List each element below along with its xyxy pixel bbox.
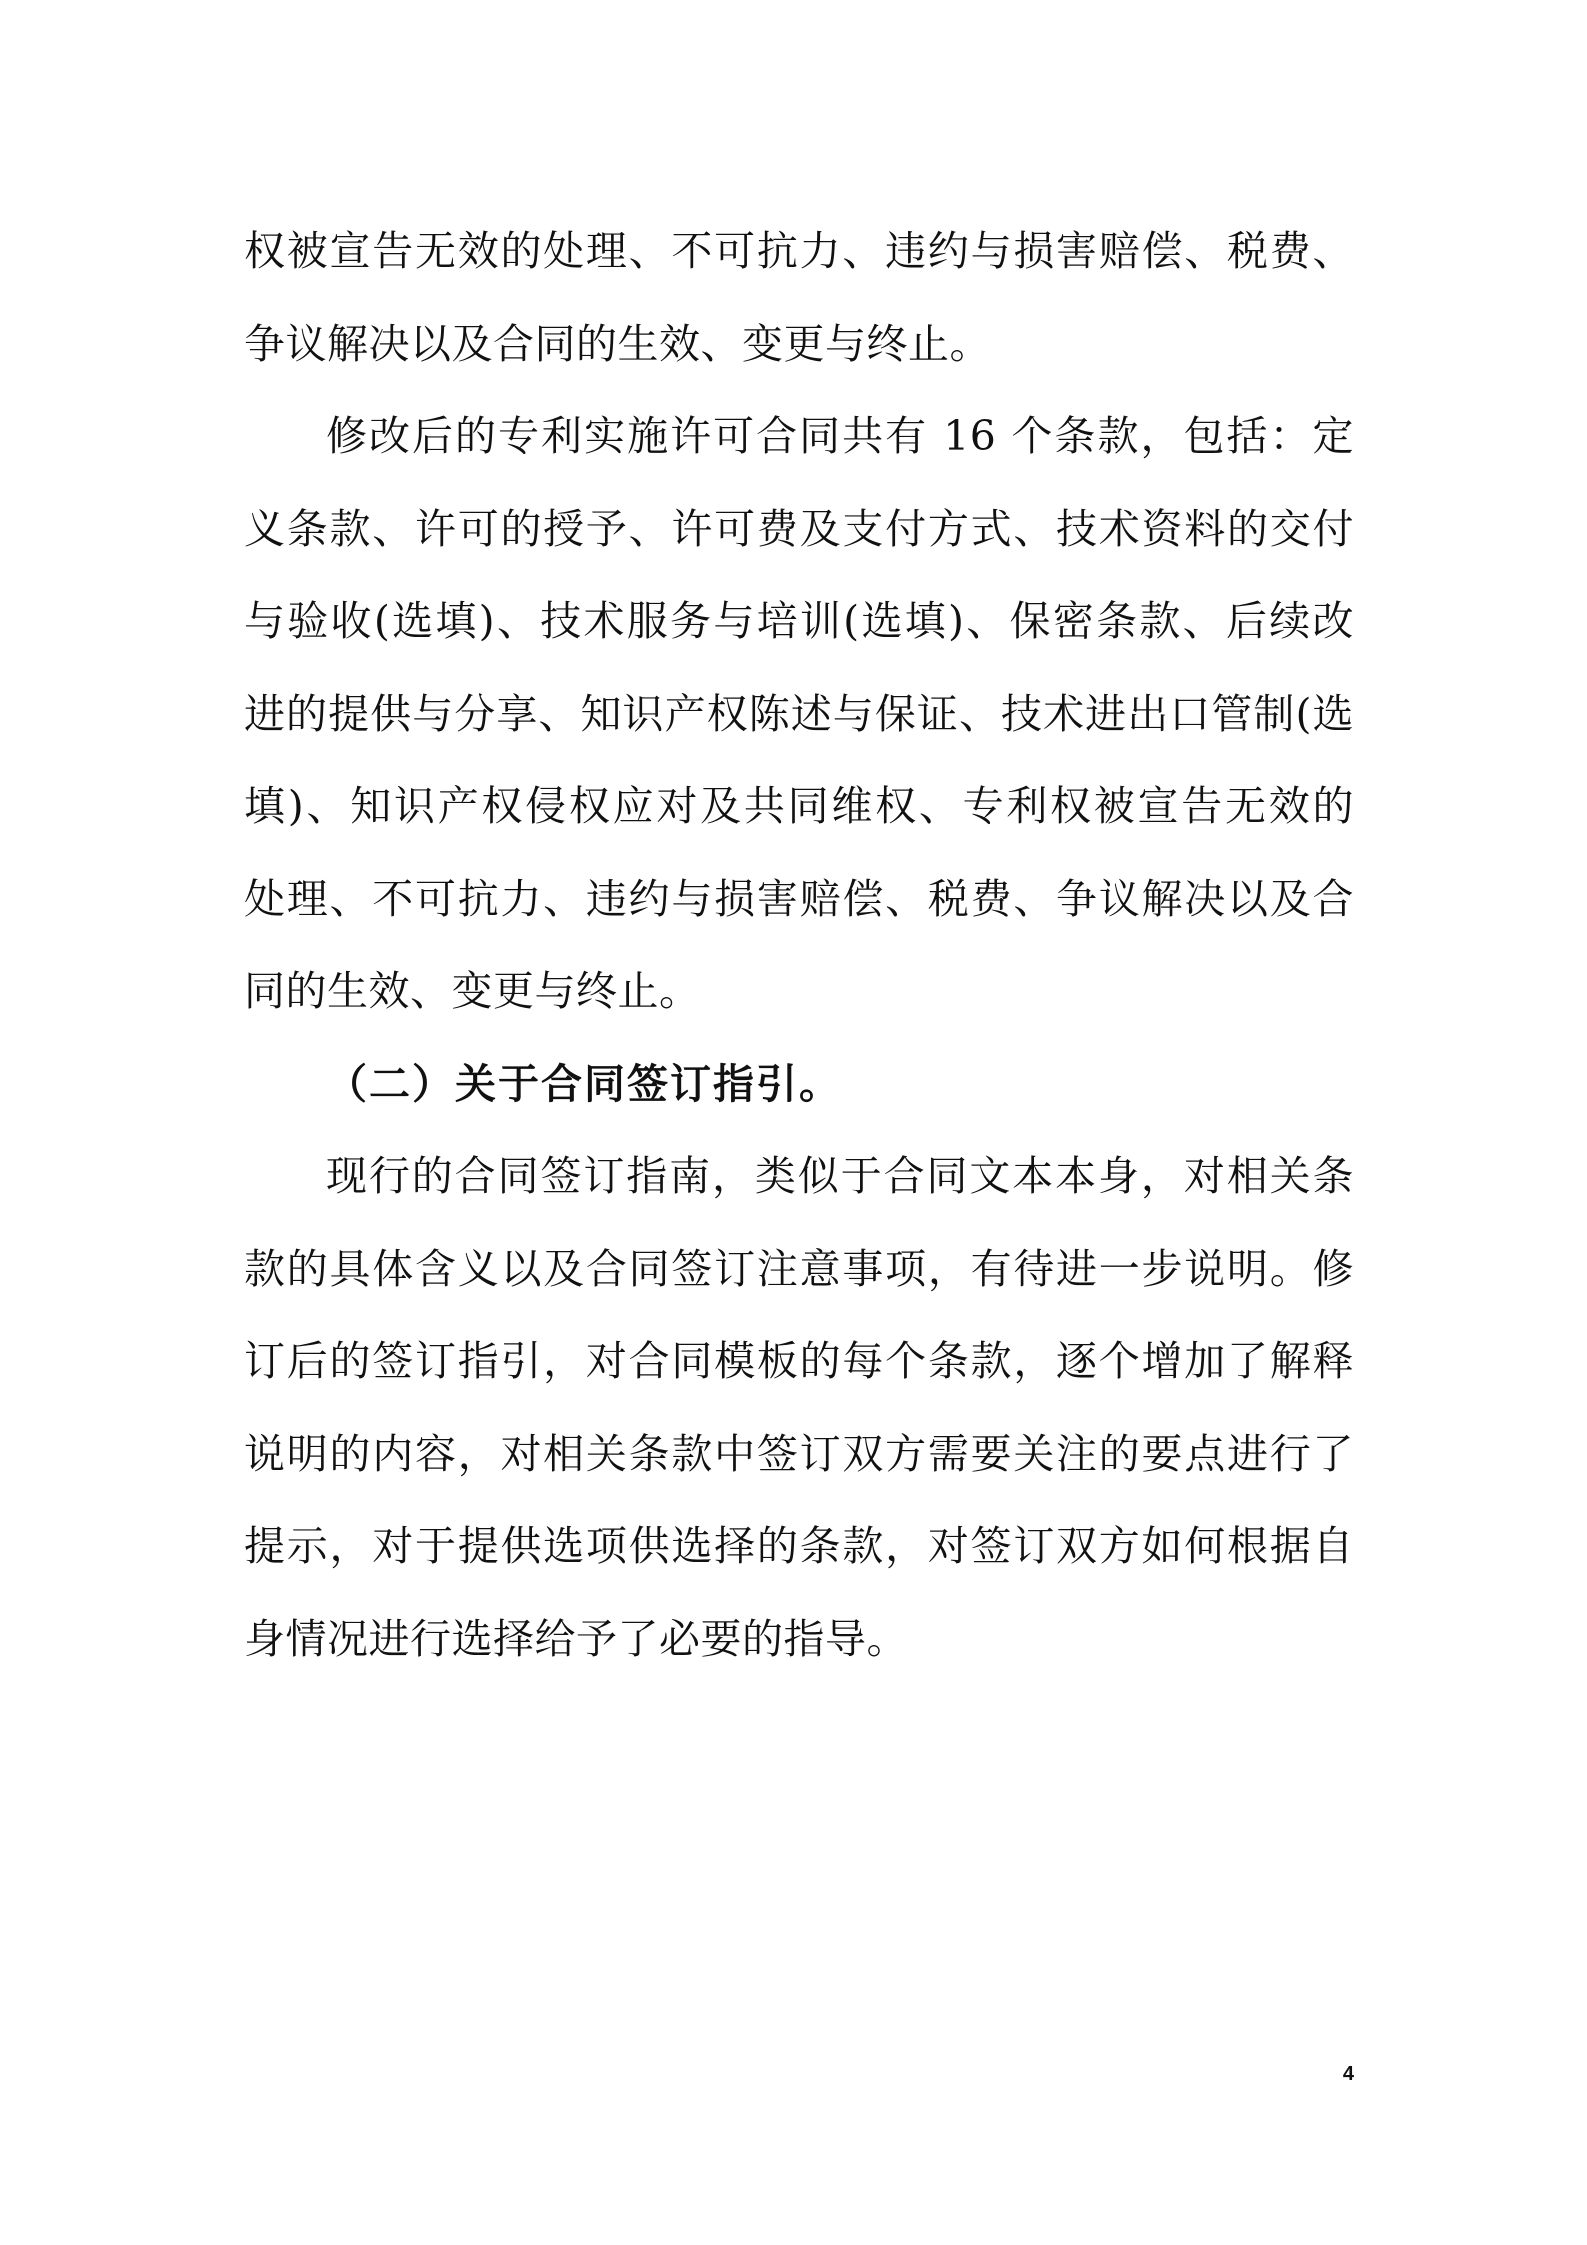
paragraph-3-line-2: 款的具体含义以及合同签订注意事项，有待进一步说明。修 bbox=[244, 1244, 1354, 1293]
paragraph-2-line-6: 处理、不可抗力、违约与损害赔偿、税费、争议解决以及合 bbox=[244, 874, 1354, 923]
paragraph-2-line-1: 修改后的专利实施许可合同共有 16 个条款，包括：定 bbox=[326, 412, 1354, 460]
page-number: 4 bbox=[1342, 2063, 1354, 2085]
paragraph-2-line-4: 进的提供与分享、知识产权陈述与保证、技术进出口管制(选 bbox=[244, 689, 1354, 738]
paragraph-3-line-6: 身情况进行选择给予了必要的指导。 bbox=[244, 1614, 908, 1663]
paragraph-2-line-2: 义条款、许可的授予、许可费及支付方式、技术资料的交付 bbox=[244, 504, 1354, 553]
section-heading: （二）关于合同签订指引。 bbox=[326, 1059, 842, 1108]
paragraph-3-line-1: 现行的合同签订指南，类似于合同文本本身，对相关条 bbox=[326, 1152, 1354, 1200]
paragraph-3-line-5: 提示，对于提供选项供选择的条款，对签订双方如何根据自 bbox=[244, 1522, 1354, 1570]
paragraph-1-line-2: 争议解决以及合同的生效、变更与终止。 bbox=[244, 319, 991, 368]
paragraph-3-line-3: 订后的签订指引，对合同模板的每个条款，逐个增加了解释 bbox=[244, 1337, 1354, 1385]
paragraph-3-line-4: 说明的内容，对相关条款中签订双方需要关注的要点进行了 bbox=[244, 1429, 1354, 1478]
body-text bbox=[244, 205, 1354, 1685]
paragraph-2-line-7: 同的生效、变更与终止。 bbox=[244, 967, 701, 1015]
paragraph-2-line-3: 与验收(选填)、技术服务与培训(选填)、保密条款、后续改 bbox=[244, 597, 1354, 645]
paragraph-2-line-5: 填)、知识产权侵权应对及共同维权、专利权被宣告无效的 bbox=[244, 782, 1354, 830]
paragraph-1-line-1: 权被宣告无效的处理、不可抗力、违约与损害赔偿、税费、 bbox=[244, 227, 1354, 275]
